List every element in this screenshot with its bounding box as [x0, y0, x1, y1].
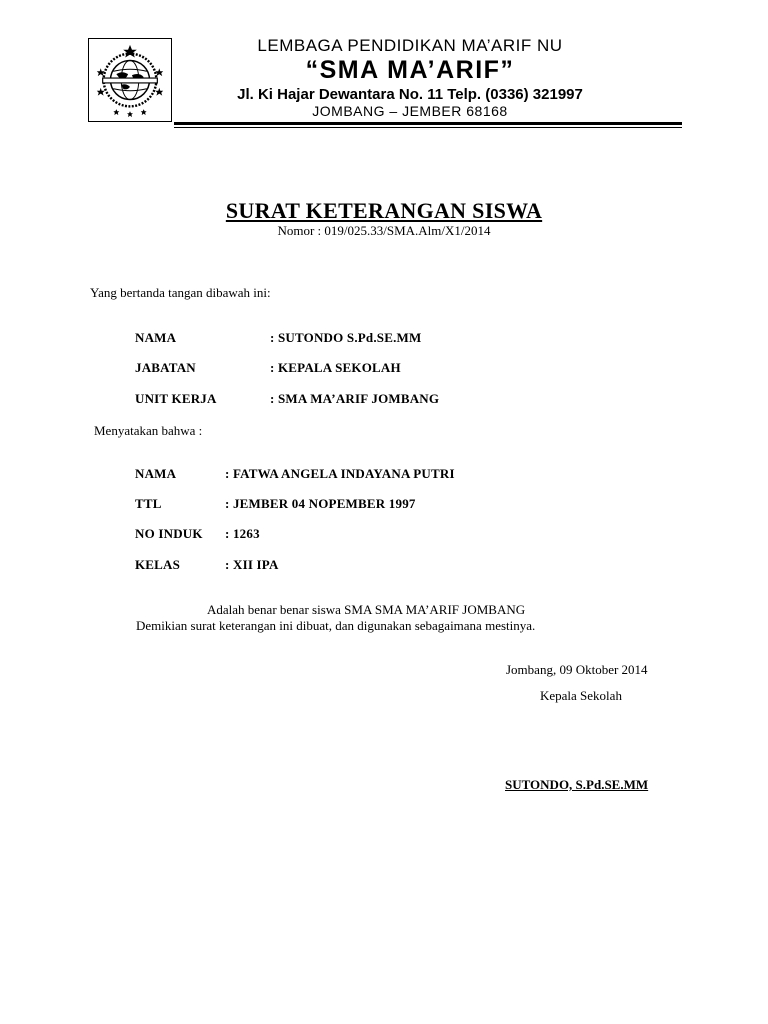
student-class-value: : XII IPA: [225, 557, 279, 572]
student-name-label: NAMA: [135, 466, 177, 481]
school-address: Jl. Ki Hajar Dewantara No. 11 Telp. (0336) 321997: [237, 86, 583, 103]
statement-text: Menyatakan bahwa :: [94, 423, 203, 438]
signatory-unit-label: UNIT KERJA: [135, 391, 217, 406]
intro-text: Yang bertanda tangan dibawah ini:: [90, 285, 271, 300]
signer-name: SUTONDO, S.Pd.SE.MM: [505, 777, 649, 792]
signatory-unit-value: : SMA MA’ARIF JOMBANG: [270, 391, 440, 406]
place-date: Jombang, 09 Oktober 2014: [506, 662, 648, 677]
student-id-value: : 1263: [225, 526, 260, 541]
school-city: JOMBANG – JEMBER 68168: [312, 103, 508, 119]
paragraph-closing: Demikian surat keterangan ini dibuat, dan digunakan sebagaimana mestinya.: [136, 618, 536, 633]
document-title: SURAT KETERANGAN SISWA: [225, 198, 543, 223]
signatory-position-value: : KEPALA SEKOLAH: [270, 360, 401, 375]
student-name-value: : FATWA ANGELA INDAYANA PUTRI: [225, 466, 455, 481]
signatory-name-value: : SUTONDO S.Pd.SE.MM: [270, 330, 422, 345]
signatory-name-label: NAMA: [135, 330, 177, 345]
school-name: “SMA MA’ARIF”: [305, 56, 515, 84]
signatory-position-label: JABATAN: [135, 360, 196, 375]
globe-star-emblem-icon: [89, 39, 171, 121]
school-logo: [88, 38, 172, 122]
letterhead-rule-thick: [174, 122, 682, 125]
student-ttl-value: : JEMBER 04 NOPEMBER 1997: [225, 496, 416, 511]
student-ttl-label: TTL: [135, 496, 162, 511]
paragraph-confirmation: Adalah benar benar siswa SMA SMA MA’ARIF JOMBANG: [207, 602, 526, 617]
letterhead-rule-thin: [174, 127, 682, 128]
student-id-label: NO INDUK: [135, 526, 203, 541]
signer-position: Kepala Sekolah: [540, 688, 622, 703]
student-class-label: KELAS: [135, 557, 181, 572]
document-number: Nomor : 019/025.33/SMA.Alm/X1/2014: [277, 223, 491, 238]
institution-name: LEMBAGA PENDIDIKAN MA’ARIF NU: [257, 36, 563, 55]
